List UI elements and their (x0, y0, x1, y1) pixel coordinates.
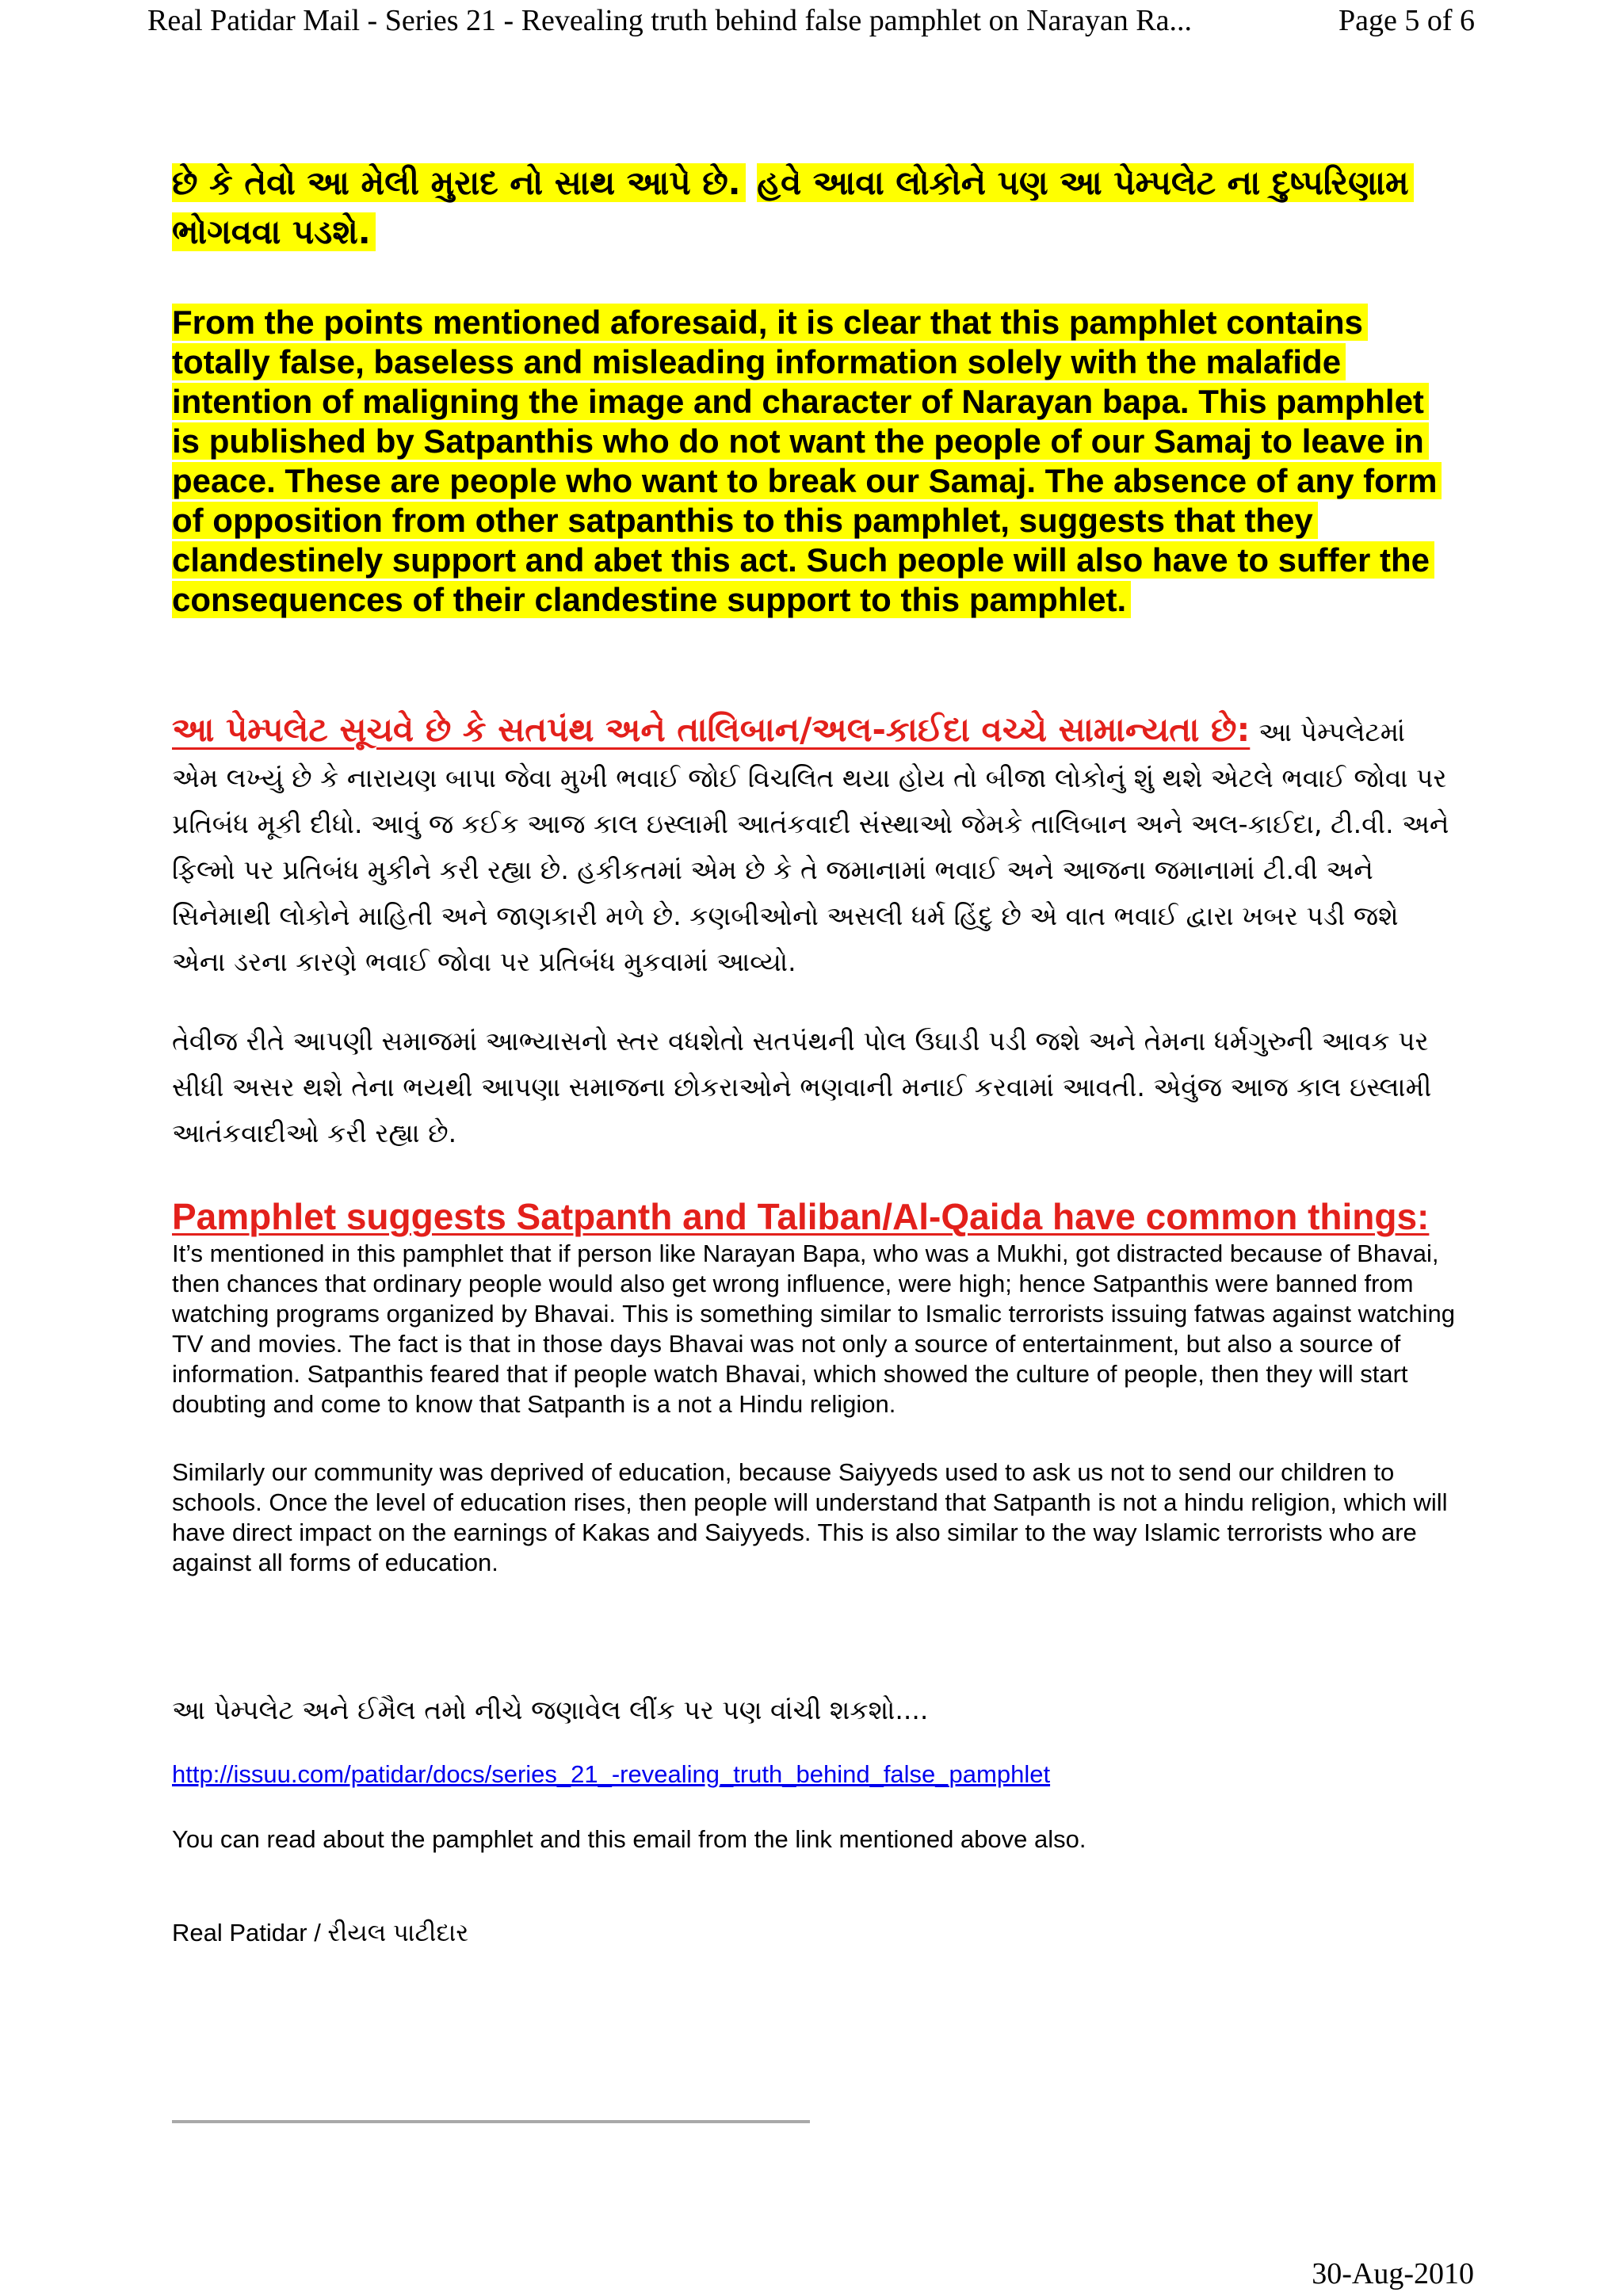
gujarati-highlighted-paragraph (172, 159, 1456, 257)
gujarati-section-heading: આ પેમ્પલેટ સૂચવે છે કે સતપંથ અને તાલિબાન/અલ-કાઈદા વચ્ચે સામાન્યતા છે: (172, 710, 1251, 749)
print-date: 30-Aug-2010 (1312, 2257, 1474, 2290)
english-paragraph-1: It’s mentioned in this pamphlet that if person like Narayan Bapa, who was a Mukhi, got distracted because of Bhavai, then chances that ordinary people would also get wrong influence, were high; hence Satpanthis were banned from watching programs organized by Bhavai. This is something similar to Ismalic terrorists issuing fatwas against watching TV and movies. The fact is that in those days Bhavai was not only a source of entertainment, but also a source of information. Satpanthis feared that if people watch Bhavai, which showed the culture of people, then they will start doubting and come to know that Satpanth is a not a Hindu religion. (172, 1240, 1456, 1418)
signature: Real Patidar / રીયલ પાટીદાર (172, 1919, 469, 1946)
document-body (172, 159, 1456, 1950)
english-section-heading: Pamphlet suggests Satpanth and Taliban/Al-Qaida have common things: (172, 1196, 1430, 1237)
signature-divider (172, 2120, 810, 2123)
english-highlight-text: From the points mentioned aforesaid, it is clear that this pamphlet contains totally false, baseless and misleading information solely with the malafide intention of maligning the image and character of Narayan bapa. This pamphlet is published by Satpanthis who do not want the people of our Samaj to leave in peace. These are people who want to break our Samaj. The absence of any form of opposition from other satpanthis to this pamphlet, suggests that they clandestinely support and abet this act. Such people will also have to suffer the consequences of their clandestine support to this pamphlet. (172, 304, 1442, 618)
page-number: Page 5 of 6 (1338, 4, 1475, 37)
gujarati-highlight-part1: છે કે તેવો આ મેલી મુરાદ નો સાથ આપે છે. (172, 163, 746, 202)
english-section-heading-block (172, 1194, 1456, 1419)
issuu-link[interactable]: http://issuu.com/patidar/docs/series_21_-revealing_truth_behind_false_pamphlet (172, 1760, 1051, 1788)
english-link-note: You can read about the pamphlet and this email from the link mentioned above also. (172, 1825, 1086, 1853)
gujarati-link-intro: આ પેમ્પલેટ અને ઈમૈલ તમો નીચે જણાવેલ લીંક પર પણ વાંચી શકશો.... (172, 1694, 929, 1725)
gujarati-paragraph-2: તેવીજ રીતે આપણી સમાજમાં આભ્યાસનો સ્તર વધશેતો સતપંથની પોલ ઉઘાડી પડી જશે અને તેમના ધર્મગુરુની આવક પર સીધી અસર થશે તેના ભયથી આપણા સમાજના છોકરાઓને ભણવાની મનાઈ કરવામાં આવતી. એવુંજ આજ કાલ ઇસ્લામી આતંકવાદીઓ કરી રહ્યા છે. (172, 1026, 1432, 1148)
gujarati-highlight-part2: હવે આવા લોકોને પણ આ પેમ્પલેટ ના દુષ્પરિણામ ભોગવવા પડશે. (172, 163, 1414, 251)
gujarati-section-heading-block (172, 707, 1456, 985)
english-paragraph-2: Similarly our community was deprived of education, because Saiyyeds used to ask us not to send our children to schools. Once the level of education rises, then people will understand that Satpanth is not a hindu religion, which will have direct impact on the earnings of Kakas and Saiyyeds. This is also similar to the way Islamic terrorists who are against all forms of education. (172, 1458, 1448, 1576)
document-title: Real Patidar Mail - Series 21 - Revealing truth behind false pamphlet on Narayan Ra... (147, 4, 1193, 37)
gujarati-paragraph-1: આ પેમ્પલેટમાં એમ લખ્યું છે કે નારાયણ બાપા જેવા મુખી ભવાઈ જોઈ વિચલિત થયા હોય તો બીજા લોકોનું શું થશે એટલે ભવાઈ જોવા પર પ્રતિબંધ મૂકી દીધો. આવું જ કઈક આજ કાલ ઇસ્લામી આતંકવાદી સંસ્થાઓ જેમકે તાલિબાન અને અલ-કાઈદા, ટી.વી. અને ફિલ્મો પર પ્રતિબંધ મુકીને કરી રહ્યા છે. હકીકતમાં એમ છે કે તે જમાનામાં ભવાઈ અને આજના જમાનામાં ટી.વી અને સિનેમાથી લોકોને માહિતી અને જાણકારી મળે છે. કણબીઓનો અસલી ધર્મ હિંદુ છે એ વાત ભવાઈ દ્વારા ખબર પડી જશે એના ડરના કારણે ભવાઈ જોવા પર પ્રતિબંધ મુકવામાં આવ્યો. (172, 716, 1449, 977)
print-header (0, 0, 1623, 48)
english-highlighted-paragraph (172, 303, 1456, 620)
